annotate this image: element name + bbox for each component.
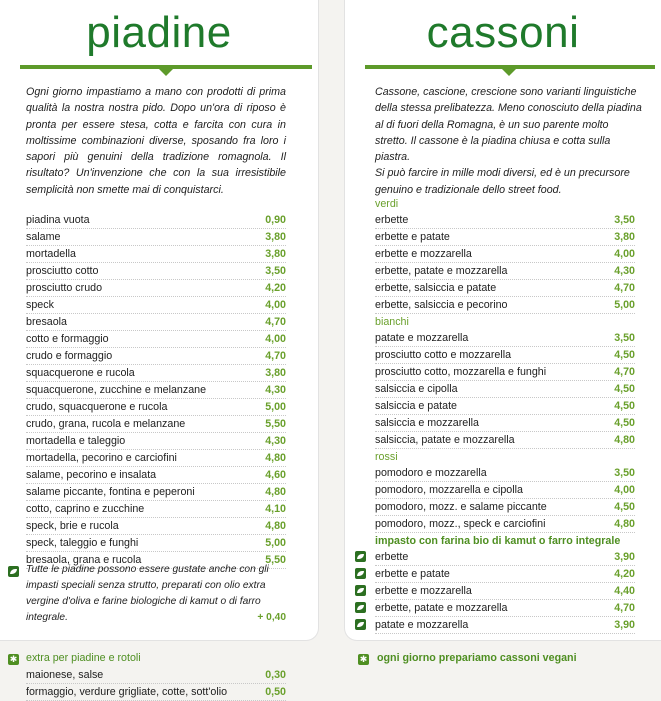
menu-item (26, 518, 286, 535)
menu-item (26, 399, 286, 416)
menu-item (375, 229, 635, 246)
category-heading: rossi (375, 451, 398, 463)
menu-item-price: 3,80 (265, 367, 286, 379)
star-icon: ✱ (9, 654, 18, 664)
menu-item-name: erbette, patate e mozzarella (375, 602, 508, 614)
vegan-note: ogni giorno prepariamo cassoni vegani (377, 652, 577, 664)
menu-item-price: 4,00 (614, 484, 635, 496)
menu-item (26, 365, 286, 382)
menu-item-name: salsiccia e cipolla (375, 383, 458, 395)
menu-item (26, 280, 286, 297)
divider-notch (158, 68, 174, 76)
menu-item (375, 482, 635, 499)
menu-item-price: 4,50 (614, 383, 635, 395)
menu-item-name: salsiccia, patate e mozzarella (375, 434, 515, 446)
menu-item (375, 347, 635, 364)
piadine-special-dough-note (26, 562, 286, 626)
menu-item-price: 4,80 (265, 452, 286, 464)
menu-item-price: 3,90 (614, 619, 635, 631)
menu-item-name: salame, pecorino e insalata (26, 469, 157, 481)
leaf-icon (355, 585, 366, 596)
menu-item (375, 263, 635, 280)
menu-item (375, 600, 635, 617)
menu-item-price: 4,30 (614, 265, 635, 277)
menu-item (26, 382, 286, 399)
menu-item-name: erbette e mozzarella (375, 585, 472, 597)
menu-item-name: formaggio, verdure grigliate, cotte, sott'olio (26, 686, 228, 698)
menu-item (26, 450, 286, 467)
leaf-icon (355, 619, 366, 630)
menu-item-price: 3,50 (614, 332, 635, 344)
menu-item (375, 212, 635, 229)
menu-item (26, 667, 286, 684)
piadine-panel (0, 0, 318, 640)
menu-item (375, 246, 635, 263)
menu-item (375, 566, 635, 583)
piadine-intro: Ogni giorno impastiamo a mano con prodotti di prima qualità la nostra nostra pido. Dopo un'ora di riposo è pronta per essere stesa, cotta e farcita con cura in moltissime combinazioni diverse, sposando fra loro i sapori più genuini della tradizione romagnola. Il risultato? Un'invenzione che con la sua irresistibile semplicità non smette mai di conquistarci. (26, 86, 286, 196)
menu-item-name: mortadella, pecorino e carciofini (26, 452, 177, 464)
menu-item-name: salsiccia e patate (375, 400, 457, 412)
menu-item-price: 4,30 (265, 435, 286, 447)
menu-item-name: prosciutto cotto e mozzarella (375, 349, 512, 361)
menu-item-name: patate e mozzarella (375, 619, 469, 631)
menu-item (26, 348, 286, 365)
cassoni-menu-list (375, 196, 635, 634)
category-heading: impasto con farina bio di kamut o farro integrale (375, 535, 621, 547)
menu-item (375, 499, 635, 516)
menu-item-name: cotto, caprino e zucchine (26, 503, 145, 515)
menu-item-name: mortadella e taleggio (26, 435, 126, 447)
menu-item-name: maionese, salse (26, 669, 104, 681)
menu-item-name: speck, taleggio e funghi (26, 537, 139, 549)
menu-item-price: 4,80 (614, 518, 635, 530)
extras-list (26, 667, 286, 701)
piadine-title: piadine (86, 8, 232, 57)
menu-item-name: pomodoro, mozz. e salame piccante (375, 501, 547, 513)
menu-item (375, 516, 635, 533)
menu-item (375, 617, 635, 634)
menu-item-price: 5,50 (265, 554, 286, 566)
menu-item-name: erbette e mozzarella (375, 248, 472, 260)
menu-item-name: erbette (375, 551, 409, 563)
menu-item-price: 0,50 (265, 686, 286, 698)
menu-item-price: 3,50 (614, 467, 635, 479)
menu-item-name: speck, brie e rucola (26, 520, 119, 532)
menu-item (26, 331, 286, 348)
menu-item-name: erbette, patate e mozzarella (375, 265, 508, 277)
menu-item-price: 4,60 (265, 469, 286, 481)
menu-item-name: erbette, salsiccia e pecorino (375, 299, 508, 311)
menu-item (375, 381, 635, 398)
menu-item-price: 4,80 (614, 434, 635, 446)
menu-item-price: 4,50 (614, 400, 635, 412)
piadine-menu-list (26, 212, 286, 569)
menu-item-name: prosciutto crudo (26, 282, 103, 294)
menu-item-name: erbette, salsiccia e patate (375, 282, 497, 294)
menu-item (375, 364, 635, 381)
menu-item-price: 4,80 (265, 520, 286, 532)
menu-item-price: 4,70 (614, 282, 635, 294)
menu-item-price: 4,50 (614, 501, 635, 513)
menu-item-name: piadina vuota (26, 214, 90, 226)
menu-item-name: prosciutto cotto, mozzarella e funghi (375, 366, 547, 378)
cassoni-intro-p1: Cassone, cascione, crescione sono varianti linguistiche della stessa prelibatezza. Meno conosciuto della piadina al di fuori della Romagna, è un suo parente molto stretto. Il cassone è la piadina chiusa e cotta sulla piastra. (375, 86, 642, 164)
piadine-divider (20, 65, 312, 69)
menu-item-price: 5,00 (614, 299, 635, 311)
menu-item-price: 4,00 (614, 248, 635, 260)
menu-item-name: salsiccia e mozzarella (375, 417, 479, 429)
menu-item-price: 4,10 (265, 503, 286, 515)
menu-item (26, 246, 286, 263)
menu-item-price: 3,90 (614, 551, 635, 563)
menu-item-price: 4,20 (614, 568, 635, 580)
menu-item-name: erbette e patate (375, 231, 450, 243)
menu-item-name: bresaola (26, 316, 67, 328)
menu-item-price: 4,30 (265, 384, 286, 396)
menu-item-name: speck (26, 299, 54, 311)
menu-item-name: crudo, grana, rucola e melanzane (26, 418, 186, 430)
leaf-icon (355, 602, 366, 613)
menu-item-price: 5,00 (265, 401, 286, 413)
menu-item-name: pomodoro, mozz., speck e carciofini (375, 518, 546, 530)
menu-item-name: erbette e patate (375, 568, 450, 580)
extras-title: extra per piadine e rotoli (26, 652, 141, 664)
menu-item (26, 433, 286, 450)
leaf-icon (355, 568, 366, 579)
menu-item (26, 229, 286, 246)
menu-item-price: 4,40 (614, 585, 635, 597)
menu-item-name: squacquerone, zucchine e melanzane (26, 384, 207, 396)
menu-item (375, 549, 635, 566)
menu-item-price: 3,50 (265, 265, 286, 277)
menu-item-price: 4,00 (265, 333, 286, 345)
category-heading: verdi (375, 198, 399, 210)
menu-item (375, 330, 635, 347)
menu-item-name: crudo e formaggio (26, 350, 113, 362)
menu-item-name: cotto e formaggio (26, 333, 109, 345)
menu-item-price: 5,00 (265, 537, 286, 549)
menu-item (26, 314, 286, 331)
menu-item (26, 467, 286, 484)
special-dough-price: + 0,40 (257, 612, 286, 623)
menu-item-price: 3,80 (265, 231, 286, 243)
menu-item-name: crudo, squacquerone e rucola (26, 401, 168, 413)
menu-item-price: 4,70 (265, 316, 286, 328)
menu-item-price: 3,50 (614, 214, 635, 226)
menu-item-price: 4,70 (614, 366, 635, 378)
menu-item-price: 3,80 (265, 248, 286, 260)
menu-item (375, 398, 635, 415)
cassoni-intro (375, 84, 643, 198)
menu-item-name: mortadella (26, 248, 76, 260)
menu-item-price: 0,90 (265, 214, 286, 226)
menu-item-name: erbette (375, 214, 409, 226)
menu-item-price: 4,00 (265, 299, 286, 311)
menu-item-price: 4,50 (614, 349, 635, 361)
menu-item (26, 535, 286, 552)
cassoni-divider (365, 65, 655, 69)
menu-item-price: 4,70 (614, 602, 635, 614)
menu-item (26, 484, 286, 501)
menu-item (375, 280, 635, 297)
menu-item-price: 4,20 (265, 282, 286, 294)
menu-item (26, 212, 286, 229)
cassoni-title: cassoni (426, 8, 580, 57)
menu-item-name: prosciutto cotto (26, 265, 99, 277)
menu-item-name: patate e mozzarella (375, 332, 469, 344)
menu-item-price: 4,70 (265, 350, 286, 362)
special-dough-text: Tutte le piadine possono essere gustate anche con gli impasti speciali senza strutto, preparati con olio extra vergine d'oliva e farine biologiche di kamut o di farro integrale. (26, 564, 269, 623)
menu-item (26, 684, 286, 701)
menu-item-name: pomodoro e mozzarella (375, 467, 487, 479)
cassoni-intro-p2: Si può farcire in mille modi diversi, ed è un precursore genuino e tradizionale dello street food. (375, 167, 630, 196)
menu-item-price: 3,80 (614, 231, 635, 243)
menu-item (26, 297, 286, 314)
menu-item (375, 415, 635, 432)
leaf-icon (8, 566, 19, 577)
menu-item-price: 4,50 (614, 417, 635, 429)
menu-item (26, 416, 286, 433)
menu-item-price: 4,80 (265, 486, 286, 498)
menu-item (375, 432, 635, 449)
menu-item-price: 0,30 (265, 669, 286, 681)
menu-item-name: salame (26, 231, 61, 243)
menu-item (375, 465, 635, 482)
menu-item (26, 501, 286, 518)
menu-item-name: bresaola, grana e rucola (26, 554, 142, 566)
category-heading: bianchi (375, 316, 409, 328)
divider-notch (501, 68, 517, 76)
menu-item (375, 583, 635, 600)
leaf-icon (355, 551, 366, 562)
menu-item-name: salame piccante, fontina e peperoni (26, 486, 195, 498)
menu-item (26, 263, 286, 280)
menu-item-name: pomodoro, mozzarella e cipolla (375, 484, 523, 496)
menu-item-price: 5,50 (265, 418, 286, 430)
menu-item (375, 297, 635, 314)
star-icon: ✱ (359, 654, 368, 664)
cassoni-panel (345, 0, 661, 640)
menu-item-name: squacquerone e rucola (26, 367, 135, 379)
